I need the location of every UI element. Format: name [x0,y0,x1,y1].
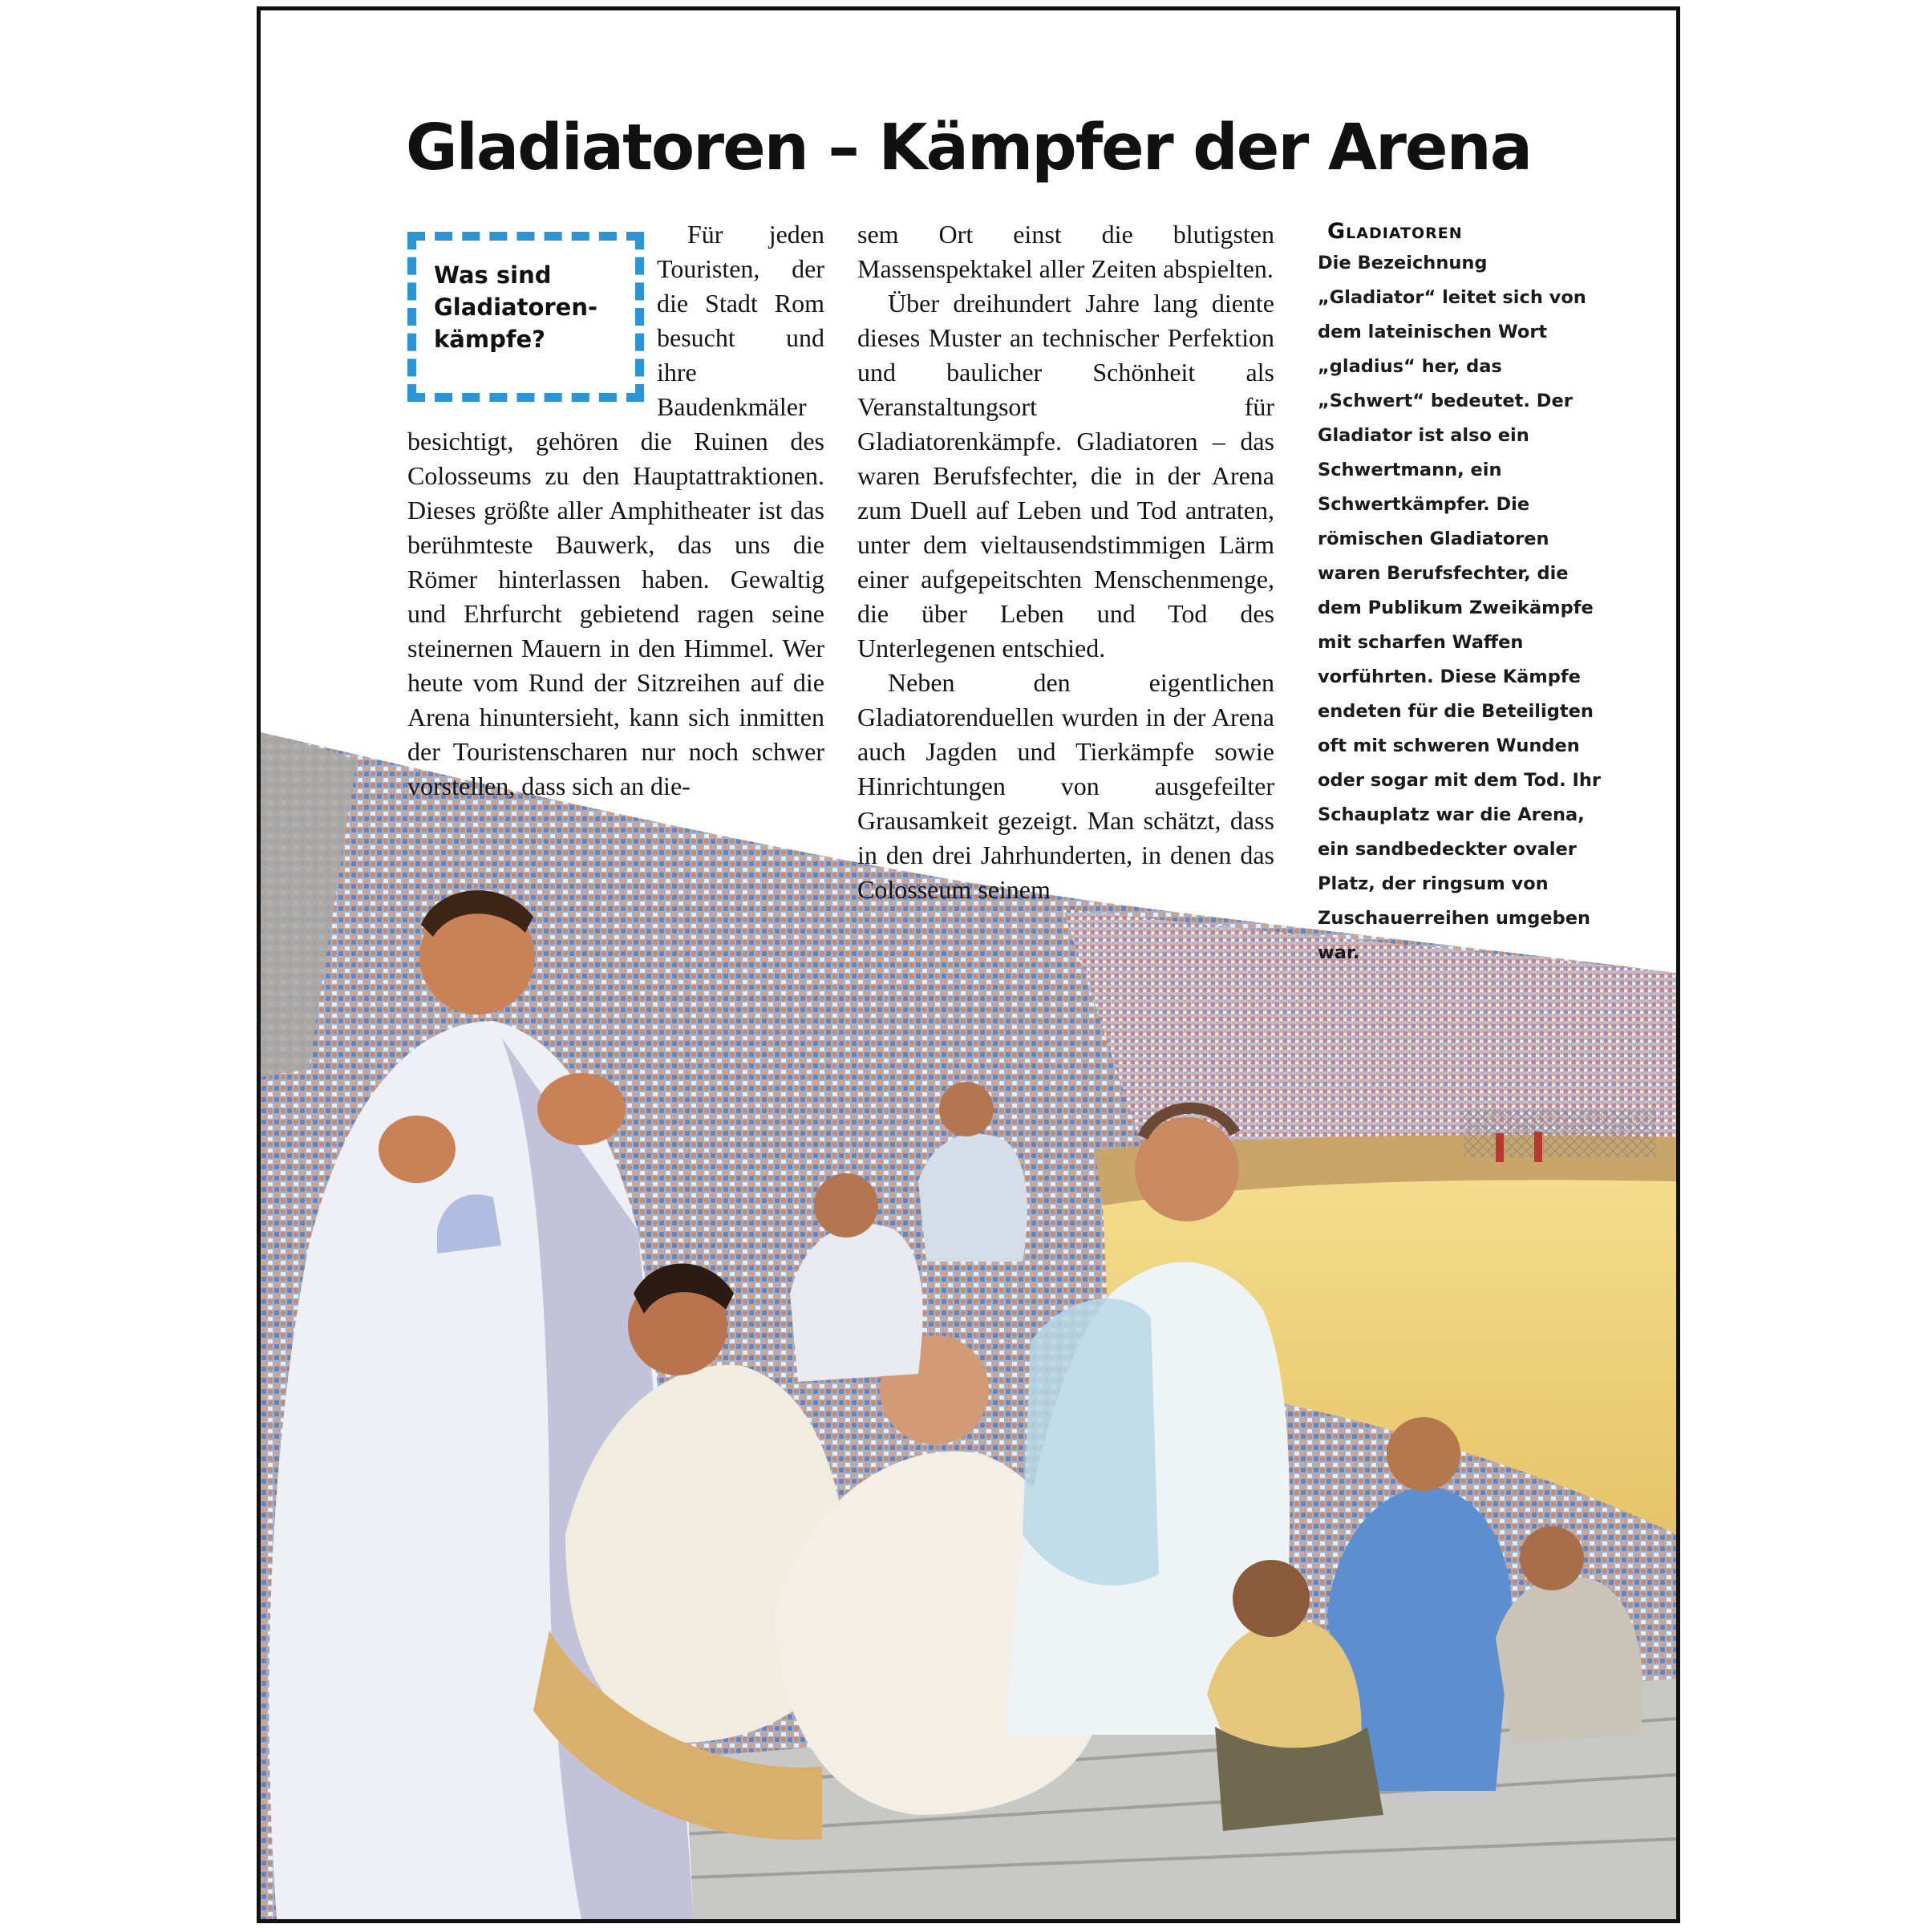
column2-paragraph-2: Über dreihundert Jahre lang diente dieses Muster an technischer Perfektion und baulicher Schönheit als Veranstaltungsort für Gladiatorenkämpfe. Gladiatoren – das waren Berufsfechter, die in der Arena zum Duell auf Leben und Tod antraten, unter dem vieltausendstimmigen Lärm einer aufgepeitschten Menschenmenge, die über Leben und Tod des Unterlegenen entschied. [857,289,1274,662]
sidebar-text: Die Bezeichnung „Gladiator“ leitet sich von dem lateinischen Wort „gladius“ her, das „Schwert“ bedeutet. Der Gladiator ist also ein Schwertmann, ein Schwertkämpfer. Die römischen Gladiatoren waren Berufsfechter, die dem Publikum Zweikämpfe mit scharfen Waffen vorführten. Diese Kämpfe endeten für die Beteiligten oft mit schweren Wunden oder sogar mit dem Tod. Ihr Schauplatz war die Arena, ein sandbedeckter ovaler Platz, der ringsum von Zuschauerreihen umgeben war. [1318,253,1602,963]
sidebar-heading: Gladiatoren [1327,219,1463,244]
text-column-2 [857,217,1274,907]
question-text: Was sind Gladiatoren-kämpfe? [434,261,598,353]
sidebar-info [1307,217,1608,970]
page-title: Gladiatoren – Kämpfer der Arena [405,111,1532,184]
column1-paragraph: Für jeden Touristen, der die Stadt Rom besucht und ihre Baudenkmäler besichtigt, gehören die Ruinen des Colosseums zu den Hauptattraktionen. Dieses größte aller Amphitheater ist das berühmteste Bauwerk, das uns die Römer hinterlassen haben. Gewaltig und Ehrfurcht gebietend ragen seine steinernen Mauern in den Himmel. Wer heute vom Rund der Sitzreihen auf die Arena hinuntersieht, kann sich inmitten der Touristenscharen nur noch schwer vorstellen, dass sich an die- [407,220,824,800]
column2-paragraph-3: Neben den eigentlichen Gladiatorenduellen wurden in der Arena auch Jagden und Tierkämpfe sowie Hinrichtungen von ausgefeilter Grausamkeit gezeigt. Man schätzt, dass in den drei Jahrhunderten, in denen das Colosseum seinem [857,668,1274,904]
page-frame [257,6,1680,1923]
column2-paragraph-1: sem Ort einst die blutigsten Massenspektakel aller Zeiten abspielten. [857,220,1274,283]
text-column-1 [407,217,824,804]
question-box [407,217,644,402]
